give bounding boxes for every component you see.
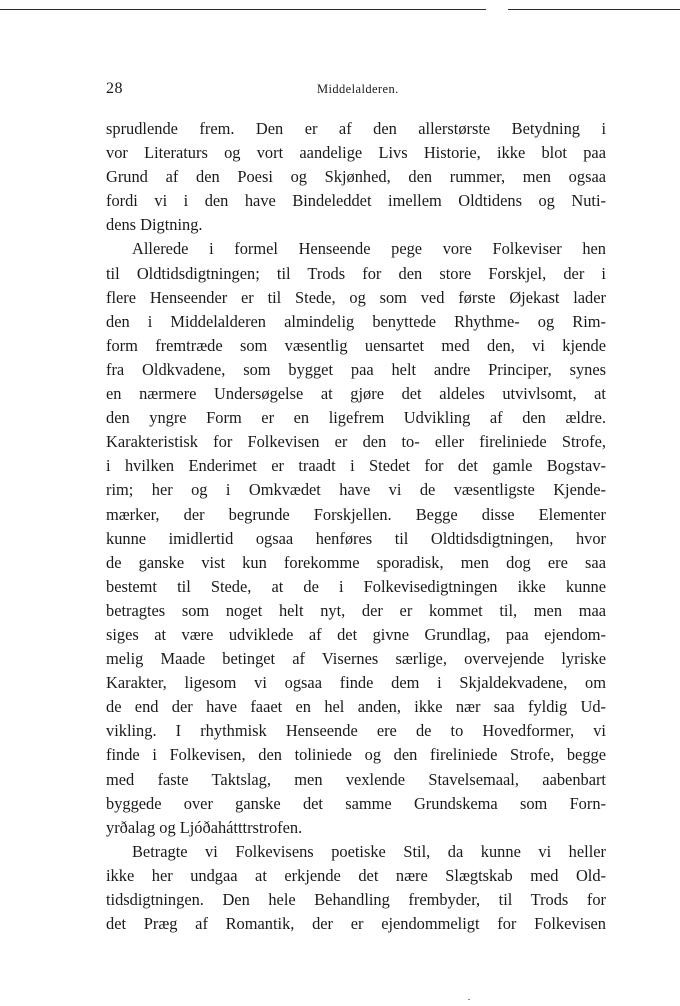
text-line: de ganske vist kun forekomme sporadisk, men dog ere saa — [106, 552, 606, 572]
paper-speck — [468, 999, 470, 1000]
text-line: tidsdigtningen. Den hele Behandling frembyder, til Trods for — [106, 890, 606, 909]
text-line: bestemt til Stede, at de i Folkevisedigtningen ikke kunne — [106, 576, 606, 596]
text-line: det Præg af Romantik, der er ejendommeligt for Folkevisen — [106, 914, 606, 934]
text-line: vikling. I rhythmisk Henseende ere de to Hovedformer, vi — [106, 721, 606, 741]
text-line: den yngre Form er en ligefrem Udvikling af den ældre. — [106, 408, 606, 428]
text-line: kunne imidlertid ogsaa henføres til Oldtidsdigtningen, hvor — [106, 528, 606, 548]
text-line: rim; her og i Omkvædet have vi de væsentligste Kjende- — [106, 480, 606, 500]
text-line: betragtes som noget helt nyt, der er kommet til, men maa — [106, 600, 606, 620]
text-line: byggede over ganske det samme Grundskema som Forn- — [106, 793, 606, 813]
text-line: Grund af den Poesi og Skjønhed, den rummer, men ogsaa — [106, 167, 606, 187]
text-line: i hvilken Enderimet er traadt i Stedet for det gamle Bogstav- — [106, 456, 606, 476]
text-line: melig Maade betinget af Visernes særlige, overvejende lyriske — [106, 649, 606, 669]
text-line: en nærmere Undersøgelse at gjøre det aldeles utvivlsomt, at — [106, 384, 606, 404]
text-line: sprudlende frem. Den er af den allerstørste Betydning i — [106, 119, 606, 138]
text-line: den i Middelalderen almindelig benyttede Rhythme- og Rim- — [106, 311, 606, 331]
page-number: 28 — [106, 80, 123, 97]
body-text — [106, 117, 606, 936]
text-line: flere Henseender er til Stede, og som ved første Øjekast lader — [106, 287, 606, 307]
text-line: de end der have faaet en hel anden, ikke nær saa fyldig Ud- — [106, 697, 606, 717]
top-edge-rule — [0, 9, 680, 10]
page-header — [106, 80, 606, 98]
text-line: siges at være udviklede af det givne Grundlag, paa ejendom- — [106, 624, 606, 644]
running-head: Middelalderen. — [317, 82, 399, 96]
text-line: dens Digtning. — [106, 215, 203, 235]
text-line: vor Literaturs og vort aandelige Livs Historie, ikke blot paa — [106, 143, 606, 163]
text-line: til Oldtidsdigtningen; til Trods for den store Forskjel, der i — [106, 263, 606, 283]
text-line: med faste Taktslag, men vexlende Stavelsemaal, aabenbart — [106, 769, 606, 789]
text-line: mærker, der begrunde Forskjellen. Begge disse Elementer — [106, 504, 606, 524]
text-line: form fremtræde som væsentlig uensartet med den, vi kjende — [106, 335, 606, 355]
text-line: ikke her undgaa at erkjende det nære Slægtskab med Old- — [106, 865, 606, 885]
text-line: finde i Folkevisen, den toliniede og den fireliniede Strofe, begge — [106, 745, 606, 765]
text-line: fra Oldkvadene, som bygget paa helt andre Principer, synes — [106, 359, 606, 379]
text-line: yrðalag og Ljóðahátttrstrofen. — [106, 817, 303, 837]
top-edge-rule-gap — [486, 7, 508, 12]
text-line: Karakter, ligesom vi ogsaa finde dem i Skjaldekvadene, om — [106, 673, 606, 693]
paragraph-start-line: Allerede i formel Henseende pege vore Folkeviser hen — [132, 239, 606, 259]
text-line: Karakteristisk for Folkevisen er den to- eller fireliniede Strofe, — [106, 432, 606, 452]
paragraph-start-line: Betragte vi Folkevisens poetiske Stil, da kunne vi heller — [132, 841, 606, 861]
text-line: fordi vi i den have Bindeleddet imellem Oldtidens og Nuti- — [106, 191, 606, 211]
